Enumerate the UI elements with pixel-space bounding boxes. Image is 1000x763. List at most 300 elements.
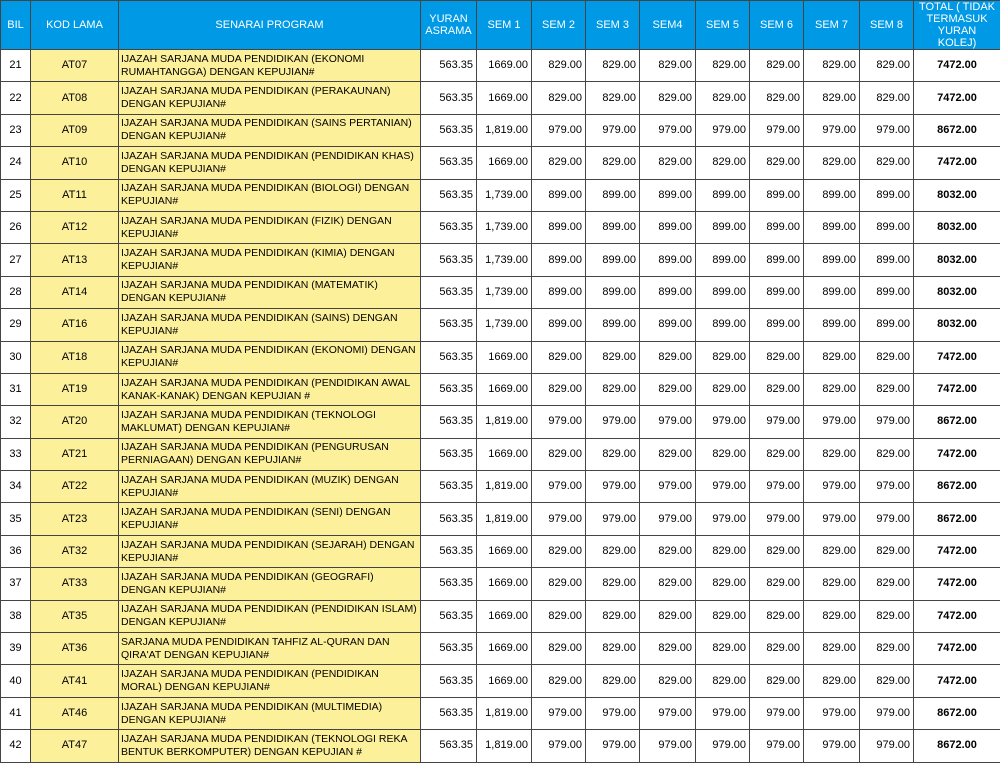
sem1-cell: 1,739.00 (477, 309, 532, 341)
asrama-cell: 563.35 (421, 341, 477, 373)
bil-cell: 31 (1, 373, 31, 405)
sem3-cell: 829.00 (586, 147, 640, 179)
sem6-cell: 899.00 (750, 309, 804, 341)
table-row (1, 211, 1000, 243)
sem1-cell: 1669.00 (477, 568, 532, 600)
total-cell: 8032.00 (914, 179, 1000, 211)
sem3-cell: 829.00 (586, 633, 640, 665)
sem5-cell: 979.00 (696, 471, 750, 503)
sem3-cell: 829.00 (586, 568, 640, 600)
sem1-cell: 1,819.00 (477, 471, 532, 503)
total-cell: 7472.00 (914, 438, 1000, 470)
asrama-cell: 563.35 (421, 211, 477, 243)
table-header (1, 1, 1000, 50)
sem5-cell: 899.00 (696, 276, 750, 308)
sem8-cell: 829.00 (860, 438, 914, 470)
kod-cell: AT32 (31, 535, 119, 567)
sem4-cell: 899.00 (640, 179, 696, 211)
header-sem5: SEM 5 (696, 1, 750, 50)
sem7-cell: 899.00 (804, 276, 860, 308)
total-cell: 8672.00 (914, 730, 1000, 762)
sem6-cell: 829.00 (750, 341, 804, 373)
sem8-cell: 899.00 (860, 309, 914, 341)
sem8-cell: 829.00 (860, 633, 914, 665)
bil-cell: 41 (1, 697, 31, 729)
sem1-cell: 1,819.00 (477, 406, 532, 438)
sem2-cell: 829.00 (532, 535, 586, 567)
sem8-cell: 979.00 (860, 406, 914, 438)
total-cell: 7472.00 (914, 633, 1000, 665)
header-sem1: SEM 1 (477, 1, 532, 50)
bil-cell: 42 (1, 730, 31, 762)
sem2-cell: 829.00 (532, 568, 586, 600)
sem4-cell: 829.00 (640, 50, 696, 82)
sem6-cell: 979.00 (750, 503, 804, 535)
program-cell: IJAZAH SARJANA MUDA PENDIDIKAN (EKONOMI) DENGAN KEPUJIAN# (119, 341, 421, 373)
sem3-cell: 829.00 (586, 50, 640, 82)
sem6-cell: 899.00 (750, 211, 804, 243)
program-cell: IJAZAH SARJANA MUDA PENDIDIKAN (TEKNOLOGI REKA BENTUK BERKOMPUTER) DENGAN KEPUJIAN # (119, 730, 421, 762)
sem1-cell: 1669.00 (477, 535, 532, 567)
program-cell: IJAZAH SARJANA MUDA PENDIDIKAN (SAINS) DENGAN KEPUJIAN# (119, 309, 421, 341)
sem4-cell: 829.00 (640, 568, 696, 600)
sem4-cell: 829.00 (640, 633, 696, 665)
asrama-cell: 563.35 (421, 665, 477, 697)
table-row (1, 244, 1000, 276)
sem2-cell: 829.00 (532, 633, 586, 665)
sem1-cell: 1,819.00 (477, 503, 532, 535)
table-row (1, 633, 1000, 665)
sem2-cell: 979.00 (532, 730, 586, 762)
sem1-cell: 1,819.00 (477, 114, 532, 146)
sem8-cell: 829.00 (860, 535, 914, 567)
sem2-cell: 829.00 (532, 147, 586, 179)
program-cell: IJAZAH SARJANA MUDA PENDIDIKAN (PENDIDIKAN KHAS) DENGAN KEPUJIAN# (119, 147, 421, 179)
sem5-cell: 979.00 (696, 114, 750, 146)
sem7-cell: 829.00 (804, 82, 860, 114)
kod-cell: AT14 (31, 276, 119, 308)
bil-cell: 36 (1, 535, 31, 567)
program-cell: IJAZAH SARJANA MUDA PENDIDIKAN (PENGURUSAN PERNIAGAAN) DENGAN KEPUJIAN# (119, 438, 421, 470)
sem4-cell: 829.00 (640, 438, 696, 470)
sem3-cell: 979.00 (586, 114, 640, 146)
total-cell: 7472.00 (914, 147, 1000, 179)
sem2-cell: 829.00 (532, 665, 586, 697)
table-row (1, 471, 1000, 503)
kod-cell: AT21 (31, 438, 119, 470)
total-cell: 7472.00 (914, 82, 1000, 114)
sem5-cell: 899.00 (696, 211, 750, 243)
program-cell: IJAZAH SARJANA MUDA PENDIDIKAN (KIMIA) DENGAN KEPUJIAN# (119, 244, 421, 276)
asrama-cell: 563.35 (421, 697, 477, 729)
sem7-cell: 979.00 (804, 697, 860, 729)
total-cell: 8672.00 (914, 697, 1000, 729)
table-row (1, 114, 1000, 146)
table-row (1, 341, 1000, 373)
sem2-cell: 899.00 (532, 179, 586, 211)
total-cell: 7472.00 (914, 50, 1000, 82)
asrama-cell: 563.35 (421, 373, 477, 405)
sem8-cell: 979.00 (860, 503, 914, 535)
sem7-cell: 829.00 (804, 147, 860, 179)
program-cell: IJAZAH SARJANA MUDA PENDIDIKAN (SAINS PERTANIAN) DENGAN KEPUJIAN# (119, 114, 421, 146)
sem1-cell: 1669.00 (477, 438, 532, 470)
program-cell: IJAZAH SARJANA MUDA PENDIDIKAN (BIOLOGI) DENGAN KEPUJIAN# (119, 179, 421, 211)
sem1-cell: 1669.00 (477, 147, 532, 179)
sem7-cell: 829.00 (804, 341, 860, 373)
asrama-cell: 563.35 (421, 244, 477, 276)
sem6-cell: 829.00 (750, 147, 804, 179)
sem3-cell: 979.00 (586, 503, 640, 535)
sem3-cell: 829.00 (586, 665, 640, 697)
sem7-cell: 979.00 (804, 406, 860, 438)
sem5-cell: 829.00 (696, 633, 750, 665)
sem2-cell: 899.00 (532, 309, 586, 341)
sem1-cell: 1,819.00 (477, 730, 532, 762)
sem7-cell: 899.00 (804, 211, 860, 243)
sem5-cell: 829.00 (696, 568, 750, 600)
sem6-cell: 829.00 (750, 50, 804, 82)
total-cell: 8672.00 (914, 114, 1000, 146)
sem3-cell: 979.00 (586, 471, 640, 503)
kod-cell: AT35 (31, 600, 119, 632)
sem3-cell: 899.00 (586, 179, 640, 211)
total-cell: 8032.00 (914, 244, 1000, 276)
header-bil: BIL (1, 1, 31, 50)
asrama-cell: 563.35 (421, 114, 477, 146)
sem4-cell: 899.00 (640, 211, 696, 243)
sem8-cell: 829.00 (860, 373, 914, 405)
sem6-cell: 899.00 (750, 276, 804, 308)
program-cell: IJAZAH SARJANA MUDA PENDIDIKAN (MUZIK) DENGAN KEPUJIAN# (119, 471, 421, 503)
sem2-cell: 829.00 (532, 82, 586, 114)
table-row (1, 568, 1000, 600)
program-cell: IJAZAH SARJANA MUDA PENDIDIKAN (SEJARAH) DENGAN KEPUJIAN# (119, 535, 421, 567)
header-sem2: SEM 2 (532, 1, 586, 50)
sem6-cell: 979.00 (750, 730, 804, 762)
table-row (1, 147, 1000, 179)
kod-cell: AT20 (31, 406, 119, 438)
sem1-cell: 1669.00 (477, 82, 532, 114)
sem1-cell: 1,739.00 (477, 244, 532, 276)
asrama-cell: 563.35 (421, 600, 477, 632)
sem5-cell: 829.00 (696, 535, 750, 567)
sem7-cell: 979.00 (804, 471, 860, 503)
sem3-cell: 829.00 (586, 535, 640, 567)
sem5-cell: 979.00 (696, 503, 750, 535)
sem3-cell: 979.00 (586, 697, 640, 729)
table-row (1, 50, 1000, 82)
program-cell: IJAZAH SARJANA MUDA PENDIDIKAN (PENDIDIKAN AWAL KANAK-KANAK) DENGAN KEPUJIAN # (119, 373, 421, 405)
sem3-cell: 829.00 (586, 341, 640, 373)
sem4-cell: 979.00 (640, 503, 696, 535)
sem5-cell: 899.00 (696, 244, 750, 276)
kod-cell: AT19 (31, 373, 119, 405)
sem8-cell: 829.00 (860, 50, 914, 82)
sem1-cell: 1669.00 (477, 665, 532, 697)
sem5-cell: 979.00 (696, 697, 750, 729)
sem4-cell: 829.00 (640, 373, 696, 405)
total-cell: 7472.00 (914, 568, 1000, 600)
header-kod-lama: KOD LAMA (31, 1, 119, 50)
sem6-cell: 829.00 (750, 568, 804, 600)
sem8-cell: 899.00 (860, 179, 914, 211)
bil-cell: 23 (1, 114, 31, 146)
program-cell: SARJANA MUDA PENDIDIKAN TAHFIZ AL-QURAN DAN QIRA'AT DENGAN KEPUJIAN# (119, 633, 421, 665)
sem2-cell: 829.00 (532, 373, 586, 405)
sem1-cell: 1669.00 (477, 633, 532, 665)
header-sem3: SEM 3 (586, 1, 640, 50)
bil-cell: 24 (1, 147, 31, 179)
asrama-cell: 563.35 (421, 147, 477, 179)
sem7-cell: 829.00 (804, 50, 860, 82)
sem2-cell: 979.00 (532, 471, 586, 503)
sem1-cell: 1,739.00 (477, 211, 532, 243)
kod-cell: AT10 (31, 147, 119, 179)
kod-cell: AT33 (31, 568, 119, 600)
header-total: TOTAL ( TIDAK TERMASUK YURAN KOLEJ) (914, 1, 1000, 50)
sem2-cell: 829.00 (532, 438, 586, 470)
bil-cell: 28 (1, 276, 31, 308)
asrama-cell: 563.35 (421, 82, 477, 114)
program-cell: IJAZAH SARJANA MUDA PENDIDIKAN (MATEMATIK) DENGAN KEPUJIAN# (119, 276, 421, 308)
sem6-cell: 979.00 (750, 471, 804, 503)
table-row (1, 179, 1000, 211)
sem7-cell: 829.00 (804, 600, 860, 632)
sem1-cell: 1669.00 (477, 50, 532, 82)
bil-cell: 34 (1, 471, 31, 503)
kod-cell: AT08 (31, 82, 119, 114)
table-row (1, 438, 1000, 470)
bil-cell: 39 (1, 633, 31, 665)
table-row (1, 373, 1000, 405)
sem6-cell: 979.00 (750, 697, 804, 729)
sem5-cell: 829.00 (696, 147, 750, 179)
table-row (1, 665, 1000, 697)
total-cell: 8032.00 (914, 211, 1000, 243)
sem4-cell: 829.00 (640, 665, 696, 697)
sem7-cell: 979.00 (804, 503, 860, 535)
bil-cell: 37 (1, 568, 31, 600)
sem8-cell: 829.00 (860, 147, 914, 179)
sem2-cell: 979.00 (532, 503, 586, 535)
sem6-cell: 829.00 (750, 82, 804, 114)
sem6-cell: 829.00 (750, 438, 804, 470)
header-sem8: SEM 8 (860, 1, 914, 50)
sem1-cell: 1669.00 (477, 600, 532, 632)
sem5-cell: 979.00 (696, 406, 750, 438)
sem1-cell: 1,819.00 (477, 697, 532, 729)
total-cell: 8032.00 (914, 309, 1000, 341)
sem3-cell: 829.00 (586, 373, 640, 405)
sem6-cell: 979.00 (750, 114, 804, 146)
asrama-cell: 563.35 (421, 568, 477, 600)
sem5-cell: 979.00 (696, 730, 750, 762)
sem7-cell: 899.00 (804, 309, 860, 341)
total-cell: 7472.00 (914, 535, 1000, 567)
total-cell: 8672.00 (914, 471, 1000, 503)
sem8-cell: 829.00 (860, 82, 914, 114)
bil-cell: 38 (1, 600, 31, 632)
sem8-cell: 899.00 (860, 211, 914, 243)
table-row (1, 82, 1000, 114)
bil-cell: 35 (1, 503, 31, 535)
header-senarai-program: SENARAI PROGRAM (119, 1, 421, 50)
asrama-cell: 563.35 (421, 276, 477, 308)
table-row (1, 535, 1000, 567)
sem2-cell: 979.00 (532, 406, 586, 438)
bil-cell: 26 (1, 211, 31, 243)
table-row (1, 730, 1000, 762)
header-sem4: SEM4 (640, 1, 696, 50)
sem4-cell: 899.00 (640, 244, 696, 276)
program-cell: IJAZAH SARJANA MUDA PENDIDIKAN (TEKNOLOGI MAKLUMAT) DENGAN KEPUJIAN# (119, 406, 421, 438)
bil-cell: 32 (1, 406, 31, 438)
sem8-cell: 979.00 (860, 697, 914, 729)
sem4-cell: 829.00 (640, 600, 696, 632)
sem5-cell: 829.00 (696, 438, 750, 470)
asrama-cell: 563.35 (421, 471, 477, 503)
header-yuran-asrama: YURAN ASRAMA (421, 1, 477, 50)
program-cell: IJAZAH SARJANA MUDA PENDIDIKAN (PENDIDIKAN MORAL) DENGAN KEPUJIAN# (119, 665, 421, 697)
sem8-cell: 979.00 (860, 471, 914, 503)
kod-cell: AT16 (31, 309, 119, 341)
bil-cell: 21 (1, 50, 31, 82)
kod-cell: AT23 (31, 503, 119, 535)
sem7-cell: 829.00 (804, 535, 860, 567)
table-row (1, 276, 1000, 308)
asrama-cell: 563.35 (421, 633, 477, 665)
sem3-cell: 829.00 (586, 438, 640, 470)
total-cell: 8672.00 (914, 503, 1000, 535)
sem1-cell: 1669.00 (477, 373, 532, 405)
sem7-cell: 979.00 (804, 114, 860, 146)
asrama-cell: 563.35 (421, 406, 477, 438)
total-cell: 7472.00 (914, 341, 1000, 373)
sem6-cell: 899.00 (750, 244, 804, 276)
kod-cell: AT09 (31, 114, 119, 146)
asrama-cell: 563.35 (421, 179, 477, 211)
sem7-cell: 899.00 (804, 179, 860, 211)
sem1-cell: 1,739.00 (477, 276, 532, 308)
sem5-cell: 829.00 (696, 373, 750, 405)
header-sem7: SEM 7 (804, 1, 860, 50)
sem7-cell: 829.00 (804, 373, 860, 405)
total-cell: 8672.00 (914, 406, 1000, 438)
sem2-cell: 829.00 (532, 600, 586, 632)
sem8-cell: 899.00 (860, 244, 914, 276)
bil-cell: 22 (1, 82, 31, 114)
sem4-cell: 899.00 (640, 309, 696, 341)
sem8-cell: 829.00 (860, 665, 914, 697)
total-cell: 7472.00 (914, 665, 1000, 697)
bil-cell: 25 (1, 179, 31, 211)
sem4-cell: 979.00 (640, 730, 696, 762)
program-cell: IJAZAH SARJANA MUDA PENDIDIKAN (PERAKAUNAN) DENGAN KEPUJIAN# (119, 82, 421, 114)
sem2-cell: 829.00 (532, 341, 586, 373)
kod-cell: AT36 (31, 633, 119, 665)
program-cell: IJAZAH SARJANA MUDA PENDIDIKAN (FIZIK) DENGAN KEPUJIAN# (119, 211, 421, 243)
sem7-cell: 829.00 (804, 568, 860, 600)
sem3-cell: 899.00 (586, 211, 640, 243)
sem2-cell: 979.00 (532, 114, 586, 146)
sem4-cell: 829.00 (640, 535, 696, 567)
sem8-cell: 829.00 (860, 600, 914, 632)
sem5-cell: 829.00 (696, 341, 750, 373)
sem2-cell: 979.00 (532, 697, 586, 729)
sem2-cell: 899.00 (532, 276, 586, 308)
table-row (1, 600, 1000, 632)
kod-cell: AT22 (31, 471, 119, 503)
sem4-cell: 829.00 (640, 341, 696, 373)
sem8-cell: 979.00 (860, 114, 914, 146)
bil-cell: 30 (1, 341, 31, 373)
kod-cell: AT41 (31, 665, 119, 697)
kod-cell: AT46 (31, 697, 119, 729)
sem7-cell: 979.00 (804, 730, 860, 762)
bil-cell: 40 (1, 665, 31, 697)
table-body (1, 50, 1000, 763)
total-cell: 7472.00 (914, 600, 1000, 632)
program-cell: IJAZAH SARJANA MUDA PENDIDIKAN (MULTIMEDIA) DENGAN KEPUJIAN# (119, 697, 421, 729)
table-row (1, 503, 1000, 535)
table-row (1, 697, 1000, 729)
sem7-cell: 829.00 (804, 665, 860, 697)
asrama-cell: 563.35 (421, 309, 477, 341)
header-sem6: SEM 6 (750, 1, 804, 50)
total-cell: 8032.00 (914, 276, 1000, 308)
sem7-cell: 829.00 (804, 438, 860, 470)
sem8-cell: 829.00 (860, 341, 914, 373)
table-row (1, 309, 1000, 341)
sem5-cell: 899.00 (696, 309, 750, 341)
bil-cell: 33 (1, 438, 31, 470)
sem3-cell: 979.00 (586, 406, 640, 438)
bil-cell: 29 (1, 309, 31, 341)
sem3-cell: 979.00 (586, 730, 640, 762)
sem5-cell: 829.00 (696, 50, 750, 82)
sem4-cell: 979.00 (640, 697, 696, 729)
sem6-cell: 899.00 (750, 179, 804, 211)
sem8-cell: 829.00 (860, 568, 914, 600)
sem4-cell: 899.00 (640, 276, 696, 308)
sem5-cell: 829.00 (696, 82, 750, 114)
kod-cell: AT12 (31, 211, 119, 243)
program-cell: IJAZAH SARJANA MUDA PENDIDIKAN (EKONOMI RUMAHTANGGA) DENGAN KEPUJIAN# (119, 50, 421, 82)
sem4-cell: 979.00 (640, 406, 696, 438)
program-cell: IJAZAH SARJANA MUDA PENDIDIKAN (SENI) DENGAN KEPUJIAN# (119, 503, 421, 535)
sem8-cell: 899.00 (860, 276, 914, 308)
asrama-cell: 563.35 (421, 503, 477, 535)
sem4-cell: 979.00 (640, 114, 696, 146)
sem7-cell: 829.00 (804, 633, 860, 665)
sem6-cell: 979.00 (750, 406, 804, 438)
kod-cell: AT47 (31, 730, 119, 762)
kod-cell: AT07 (31, 50, 119, 82)
asrama-cell: 563.35 (421, 730, 477, 762)
sem2-cell: 899.00 (532, 211, 586, 243)
sem1-cell: 1669.00 (477, 341, 532, 373)
sem6-cell: 829.00 (750, 535, 804, 567)
sem3-cell: 899.00 (586, 244, 640, 276)
sem3-cell: 829.00 (586, 600, 640, 632)
asrama-cell: 563.35 (421, 535, 477, 567)
asrama-cell: 563.35 (421, 50, 477, 82)
sem6-cell: 829.00 (750, 633, 804, 665)
sem5-cell: 899.00 (696, 179, 750, 211)
program-cell: IJAZAH SARJANA MUDA PENDIDIKAN (GEOGRAFI) DENGAN KEPUJIAN# (119, 568, 421, 600)
sem6-cell: 829.00 (750, 373, 804, 405)
